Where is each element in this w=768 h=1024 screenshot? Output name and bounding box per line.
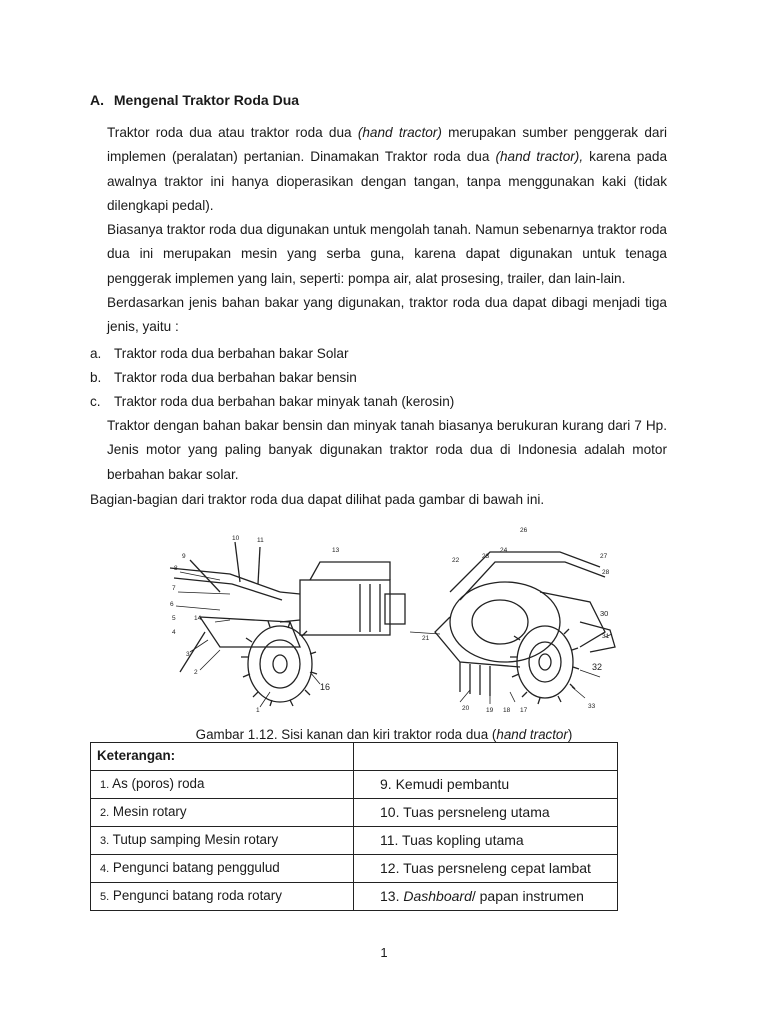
callout-label: 30: [600, 609, 609, 618]
callout-label: 28: [602, 569, 610, 576]
table-row: [91, 883, 618, 911]
callout-label: 22: [452, 557, 460, 564]
table-cell: 5. Pengunci batang roda rotary: [91, 883, 354, 911]
callout-label: 14: [194, 615, 202, 622]
legend-header: Keterangan:: [91, 743, 354, 771]
table-cell: 1. As (poros) roda: [91, 771, 354, 799]
callout-label: 31: [602, 633, 610, 640]
callout-label: 19: [486, 707, 494, 712]
list-item: c. Traktor roda dua berbahan bakar minyak tanah (kerosin): [90, 394, 455, 409]
paragraph-types: Berdasarkan jenis bahan bakar yang digunakan, traktor roda dua dapat dibagi menjadi tiga jenis, yaitu :: [107, 295, 667, 335]
tractor-right-side-drawing: [170, 542, 405, 707]
paragraph-engine: Traktor dengan bahan bakar bensin dan minyak tanah biasanya berukuran kurang dari 7 Hp. Jenis motor yang paling banyak digunakan traktor roda dua di Indonesia adalah motor berbahan bakar solar.: [107, 418, 667, 482]
paragraph-usage: Biasanya traktor roda dua digunakan untuk mengolah tanah. Namun sebenarnya traktor roda dua ini merupakan mesin yang serba guna, karena dapat digunakan untuk tenaga penggerak implemen yang lain, seperti: pompa air, alat prosesing, trailer, dan lain-lain.: [107, 222, 667, 286]
callout-label: 8: [174, 565, 178, 572]
callout-label: 11: [257, 537, 264, 544]
table-cell: 13. Dashboard/ papan instrumen: [354, 883, 618, 911]
list-item: b. Traktor roda dua berbahan bakar bensin: [90, 370, 357, 385]
callout-label: 1: [256, 707, 260, 712]
table-row: [91, 743, 618, 771]
table-cell: 9. Kemudi pembantu: [354, 771, 618, 799]
callout-label: 24: [500, 547, 508, 554]
table-row: [91, 771, 618, 799]
callout-label: 5: [172, 615, 176, 622]
table-cell: [354, 743, 618, 771]
section-heading: [90, 92, 299, 108]
table-row: [91, 799, 618, 827]
table-cell: 3. Tutup samping Mesin rotary: [91, 827, 354, 855]
page-number: 1: [380, 945, 388, 960]
figure-caption: Gambar 1.12. Sisi kanan dan kiri traktor roda dua (hand tractor): [195, 727, 573, 742]
table-row: [91, 827, 618, 855]
callout-label: 16: [320, 682, 331, 692]
callout-label: 13: [332, 547, 340, 554]
callout-label: 21: [422, 635, 430, 642]
list-item: a. Traktor roda dua berbahan bakar Solar: [90, 346, 349, 361]
callout-label: 27: [600, 553, 608, 560]
legend-table: [90, 742, 618, 911]
table-row: [91, 855, 618, 883]
callout-label: 6: [170, 601, 174, 608]
table-cell: 10. Tuas persneleng utama: [354, 799, 618, 827]
callout-label: 10: [232, 535, 240, 542]
callout-label: 17: [520, 707, 528, 712]
callout-label: 3: [186, 651, 190, 658]
table-cell: 12. Tuas persneleng cepat lambat: [354, 855, 618, 883]
callout-label: 20: [462, 705, 470, 712]
callout-label: 18: [503, 707, 511, 712]
table-cell: 2. Mesin rotary: [91, 799, 354, 827]
italic-term: (hand tractor): [357, 125, 442, 140]
tractor-left-side-drawing: [410, 552, 615, 704]
callout-label: 23: [482, 553, 490, 560]
callout-label: 9: [182, 553, 186, 560]
section-number: A.: [90, 92, 104, 108]
tractor-figure: [160, 522, 620, 712]
table-cell: 4. Pengunci batang penggulud: [91, 855, 354, 883]
callout-label: 26: [520, 527, 528, 534]
table-cell: 11. Tuas kopling utama: [354, 827, 618, 855]
paragraph-parts: Bagian-bagian dari traktor roda dua dapat dilihat pada gambar di bawah ini.: [90, 492, 545, 507]
italic-term: (hand tractor),: [495, 149, 584, 165]
callout-label: 33: [588, 703, 596, 710]
paragraph-intro: Traktor roda dua atau traktor roda dua (hand tractor) merupakan sumber penggerak dari implemen (peralatan) pertanian. Dinamakan Traktor roda dua (hand tractor), karena pada awalnya traktor ini hanya dioperasikan dengan tangan, tanpa menggunakan kaki (tidak dilengkapi pedal).: [107, 125, 668, 214]
callout-label: 4: [172, 629, 176, 636]
section-title: Mengenal Traktor Roda Dua: [113, 92, 300, 108]
callout-label: 32: [592, 662, 603, 672]
callout-label: 7: [172, 585, 176, 592]
callout-label: 2: [194, 669, 198, 676]
